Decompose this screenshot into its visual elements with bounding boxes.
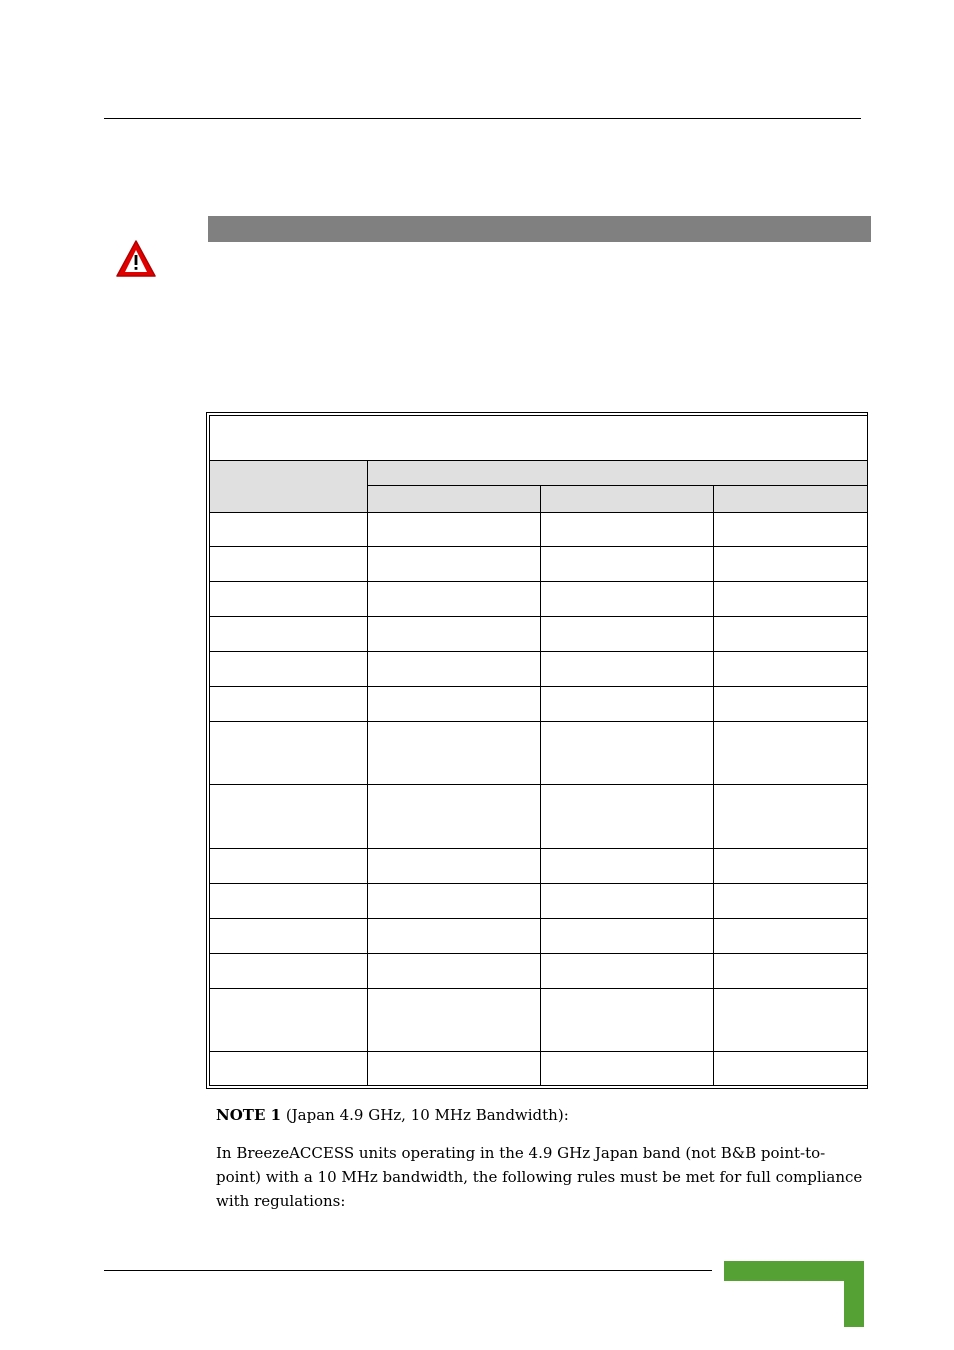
note-body: In BreezeACCESS units operating in the 4.9 GHz Japan band (not B&B point-to-point) with a 10 MHz bandwidth, the following rules must be met for full compliance with regulations: [216, 1144, 863, 1210]
note-subtitle: (Japan 4.9 GHz, 10 MHz Bandwidth): [281, 1106, 569, 1124]
specification-table [206, 412, 868, 1089]
table-header-cell [368, 486, 541, 513]
table-row [210, 1052, 868, 1086]
table-row [210, 652, 868, 687]
table-header-cell [541, 486, 714, 513]
page-corner-accent [724, 1261, 864, 1281]
table-row [210, 954, 868, 989]
table-row [210, 989, 868, 1052]
table-row [210, 513, 868, 547]
table-header-cell [368, 461, 868, 486]
section-header-bar [208, 216, 871, 242]
table-row [210, 849, 868, 884]
table-header-row [210, 461, 868, 486]
page-corner-accent-vertical [844, 1261, 864, 1327]
footer-rule [104, 1270, 712, 1271]
warning-triangle-icon [115, 239, 157, 279]
table-row [210, 884, 868, 919]
table-header-cell [210, 461, 368, 513]
table-row [210, 582, 868, 617]
table-row [210, 547, 868, 582]
table-row [210, 785, 868, 849]
header-rule [104, 118, 861, 119]
table-row [210, 919, 868, 954]
note-title [216, 1104, 569, 1126]
table-row [210, 722, 868, 785]
table-row [210, 617, 868, 652]
table-row [210, 687, 868, 722]
note-label: NOTE 1 [216, 1106, 282, 1124]
table-title-row [210, 416, 868, 461]
table-header-cell [714, 486, 868, 513]
